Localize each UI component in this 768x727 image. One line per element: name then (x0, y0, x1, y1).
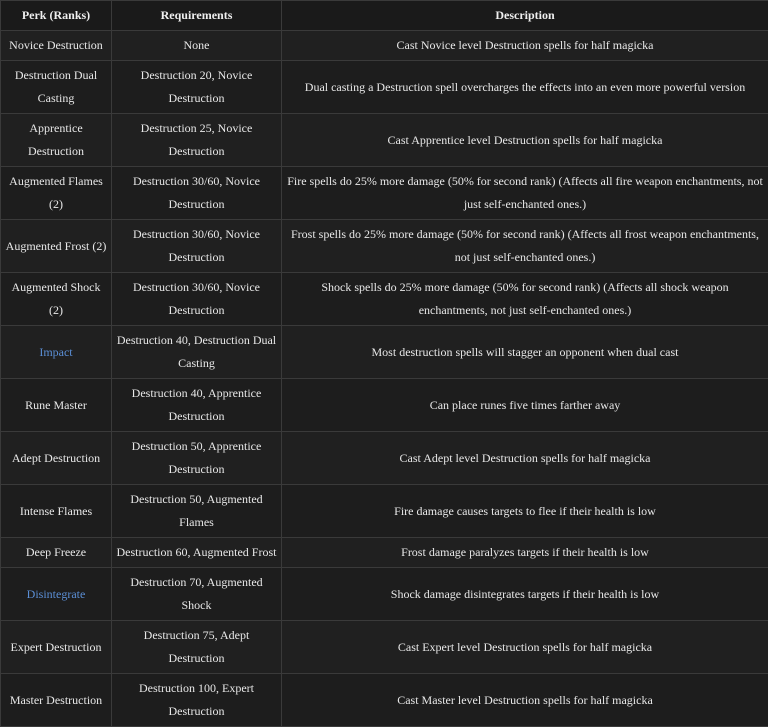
table-row (1, 621, 768, 674)
header-description: Description (282, 1, 768, 31)
description-cell: Shock spells do 25% more damage (50% for second rank) (Affects all shock weapon enchantments, not just self-enchanted ones.) (282, 273, 768, 326)
table-row (1, 114, 768, 167)
table-body (1, 31, 768, 727)
requirements-cell: None (112, 31, 282, 61)
perk-cell: Adept Destruction (1, 432, 112, 485)
table-row (1, 61, 768, 114)
perk-cell: Augmented Flames (2) (1, 167, 112, 220)
requirements-cell: Destruction 20, Novice Destruction (112, 61, 282, 114)
perk-link[interactable]: Disintegrate (27, 587, 86, 601)
perk-cell: Expert Destruction (1, 621, 112, 674)
table-row (1, 379, 768, 432)
requirements-cell: Destruction 40, Apprentice Destruction (112, 379, 282, 432)
table-row (1, 220, 768, 273)
perk-link[interactable]: Impact (39, 345, 72, 359)
description-cell: Frost spells do 25% more damage (50% for second rank) (Affects all frost weapon enchantments, not just self-enchanted ones.) (282, 220, 768, 273)
table-row (1, 568, 768, 621)
requirements-cell: Destruction 70, Augmented Shock (112, 568, 282, 621)
requirements-cell: Destruction 30/60, Novice Destruction (112, 273, 282, 326)
perk-cell: Destruction Dual Casting (1, 61, 112, 114)
perk-cell: Rune Master (1, 379, 112, 432)
perk-cell (1, 326, 112, 379)
table-row (1, 273, 768, 326)
description-cell: Cast Expert level Destruction spells for half magicka (282, 621, 768, 674)
perk-cell: Augmented Shock (2) (1, 273, 112, 326)
description-cell: Shock damage disintegrates targets if their health is low (282, 568, 768, 621)
header-perk: Perk (Ranks) (1, 1, 112, 31)
description-cell: Frost damage paralyzes targets if their health is low (282, 538, 768, 568)
requirements-cell: Destruction 60, Augmented Frost (112, 538, 282, 568)
description-cell: Cast Master level Destruction spells for half magicka (282, 674, 768, 727)
description-cell: Cast Adept level Destruction spells for half magicka (282, 432, 768, 485)
table-row (1, 432, 768, 485)
table-header-row (1, 1, 768, 31)
perk-cell: Master Destruction (1, 674, 112, 727)
description-cell: Most destruction spells will stagger an opponent when dual cast (282, 326, 768, 379)
description-cell: Cast Novice level Destruction spells for half magicka (282, 31, 768, 61)
requirements-cell: Destruction 30/60, Novice Destruction (112, 167, 282, 220)
table-row (1, 167, 768, 220)
perk-cell: Deep Freeze (1, 538, 112, 568)
table-row (1, 31, 768, 61)
requirements-cell: Destruction 50, Augmented Flames (112, 485, 282, 538)
table-row (1, 326, 768, 379)
description-cell: Cast Apprentice level Destruction spells for half magicka (282, 114, 768, 167)
description-cell: Fire damage causes targets to flee if their health is low (282, 485, 768, 538)
requirements-cell: Destruction 25, Novice Destruction (112, 114, 282, 167)
table-row (1, 538, 768, 568)
requirements-cell: Destruction 30/60, Novice Destruction (112, 220, 282, 273)
perk-cell: Augmented Frost (2) (1, 220, 112, 273)
requirements-cell: Destruction 50, Apprentice Destruction (112, 432, 282, 485)
requirements-cell: Destruction 100, Expert Destruction (112, 674, 282, 727)
description-cell: Can place runes five times farther away (282, 379, 768, 432)
requirements-cell: Destruction 75, Adept Destruction (112, 621, 282, 674)
perk-cell: Intense Flames (1, 485, 112, 538)
table-row (1, 485, 768, 538)
requirements-cell: Destruction 40, Destruction Dual Casting (112, 326, 282, 379)
description-cell: Dual casting a Destruction spell overcharges the effects into an even more powerful version (282, 61, 768, 114)
description-cell: Fire spells do 25% more damage (50% for second rank) (Affects all fire weapon enchantments, not just self-enchanted ones.) (282, 167, 768, 220)
perk-cell: Apprentice Destruction (1, 114, 112, 167)
perk-cell: Novice Destruction (1, 31, 112, 61)
header-requirements: Requirements (112, 1, 282, 31)
perk-cell (1, 568, 112, 621)
table-row (1, 674, 768, 727)
